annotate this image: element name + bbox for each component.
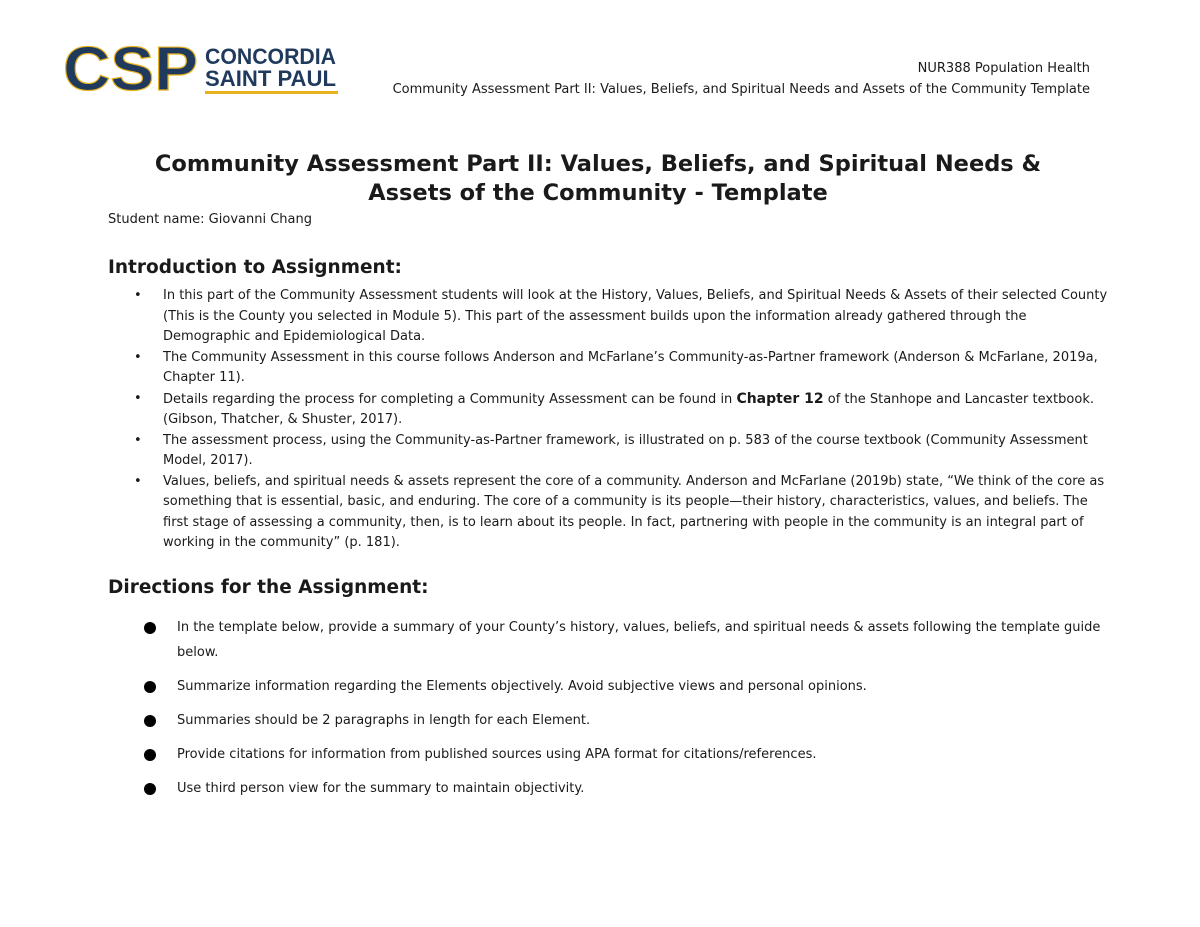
intro-list: [108, 286, 1108, 554]
logo-mark: CSP: [63, 40, 198, 96]
student-name: Student name: Giovanni Chang: [108, 212, 312, 227]
bullet-icon: •: [134, 349, 142, 365]
direction-item-text: Summarize information regarding the Elements objectively. Avoid subjective views and personal opinions.: [177, 678, 867, 694]
intro-item-text: The Community Assessment in this course follows Anderson and McFarlane’s Community-as-Partner framework (Anderson & McFarlane, 2019a, Chapter 11).: [163, 349, 1098, 385]
direction-item: [108, 616, 1108, 665]
logo-underline: [205, 91, 338, 94]
directions-heading: Directions for the Assignment:: [108, 577, 429, 598]
direction-item-text: In the template below, provide a summary of your County’s history, values, beliefs, and spiritual needs & assets following the template guide below.: [177, 620, 1101, 660]
bullet-dot-icon: [144, 783, 156, 795]
title-line-2: Assets of the Community - Template: [368, 180, 828, 206]
intro-item: [108, 348, 1108, 389]
intro-item: [108, 286, 1108, 348]
intro-item: [108, 389, 1108, 431]
direction-item: [108, 709, 1108, 734]
bullet-icon: •: [134, 390, 142, 406]
intro-item-text-post: of the Stanhope and Lancaster textbook. (Gibson, Thatcher, & Shuster, 2017).: [163, 391, 1094, 427]
intro-item: [108, 472, 1108, 554]
bullet-icon: •: [134, 473, 142, 489]
bullet-dot-icon: [144, 622, 156, 634]
directions-list: [108, 616, 1108, 811]
logo-line1: CONCORDIA: [205, 44, 337, 69]
direction-item: [108, 743, 1108, 768]
direction-item-text: Summaries should be 2 paragraphs in length for each Element.: [177, 712, 591, 728]
document-title: [108, 150, 1088, 208]
intro-item-text: The assessment process, using the Community-as-Partner framework, is illustrated on p. 583 of the course textbook (Community Assessment Model, 2017).: [163, 432, 1088, 468]
bullet-dot-icon: [144, 681, 156, 693]
direction-item-text: Use third person view for the summary to maintain objectivity.: [177, 780, 585, 796]
bullet-dot-icon: [144, 749, 156, 761]
intro-heading: Introduction to Assignment:: [108, 257, 402, 278]
header-course: NUR388 Population Health: [917, 61, 1090, 76]
title-line-1: Community Assessment Part II: Values, Beliefs, and Spiritual Needs &: [154, 151, 1042, 177]
intro-item-text: Values, beliefs, and spiritual needs & assets represent the core of a community. Anderson and McFarlane (2019b) state, “We think of the core as something that is essential, basic, and enduring. The core of a community is its people—their history, characteristics, values, and beliefs. The first stage of assessing a community, then, is to learn about its people. In fact, partnering with people in the community is an integral part of working in the community” (p. 181).: [163, 473, 1105, 550]
logo-line2: SAINT PAUL: [205, 66, 336, 91]
bullet-dot-icon: [144, 715, 156, 727]
intro-item-text-pre: Details regarding the process for completing a Community Assessment can be found in: [163, 391, 737, 407]
bullet-icon: •: [134, 432, 142, 448]
page-header: [393, 58, 1090, 100]
chapter-reference: Chapter 12: [736, 390, 824, 407]
concordia-saint-paul-logo: [63, 40, 339, 96]
bullet-icon: •: [134, 288, 142, 303]
direction-item: [108, 777, 1108, 802]
header-document-title: Community Assessment Part II: Values, Beliefs, and Spiritual Needs and Assets of the Community Template: [392, 82, 1090, 97]
direction-item-text: Provide citations for information from published sources using APA format for citations/references.: [177, 746, 817, 762]
intro-item: [108, 431, 1108, 472]
direction-item: [108, 675, 1108, 700]
intro-item-text: In this part of the Community Assessment students will look at the History, Values, Beliefs, and Spiritual Needs & Assets of their selected County (This is the County you selected in Module 5). This part of the assessment builds upon the information already gathered through the Demographic and Epidemiological Data.: [163, 288, 1108, 344]
